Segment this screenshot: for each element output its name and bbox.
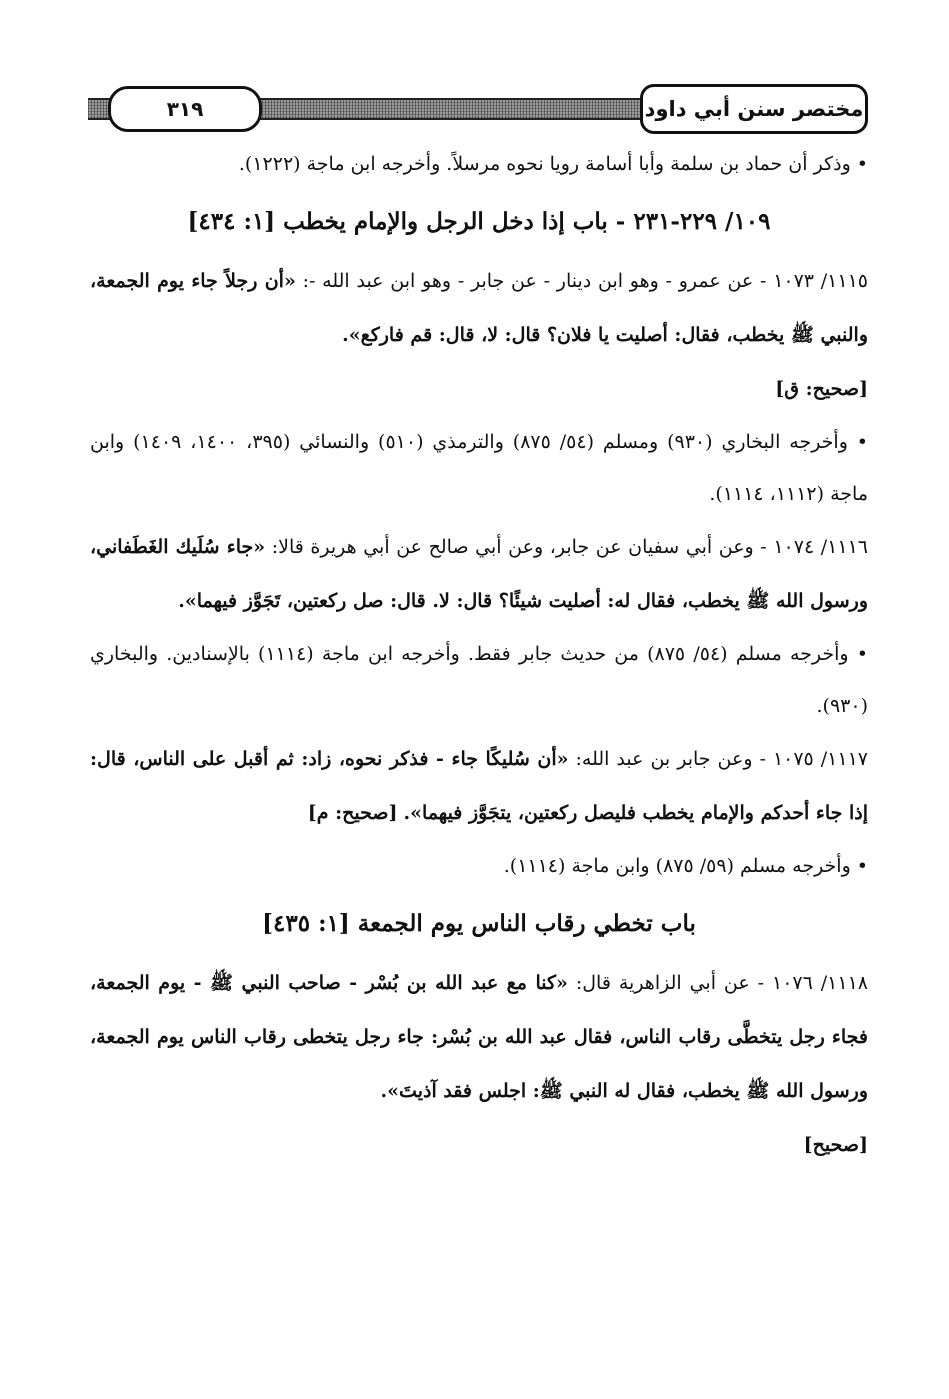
note-1115: • وأخرجه البخاري (٩٣٠) ومسلم (٥٤/ ٨٧٥) والترمذي (٥١٠) والنسائي (٣٩٥، ١٤٠٠، ١٤٠٩) وابن ماجة (١١١٢، ١١١٤). <box>90 431 869 505</box>
page-number: ٣١٩ <box>108 86 262 132</box>
chapter-heading-1: ١٠٩/ ٢٢٩-٢٣١ - باب إذا دخل الرجل والإمام يخطب [١: ٤٣٤] <box>187 208 771 235</box>
hadith-1115-grade: [صحيح: ق] <box>775 378 868 400</box>
hadith-1118 <box>90 956 868 1118</box>
hadith-1115-text: «أن رجلاً جاء يوم الجمعة، والنبي ﷺ يخطب، فقال: أصليت يا فلان؟ قال: لا، قال: قم فاركع». <box>90 270 868 346</box>
chapter-heading-2: باب تخطي رقاب الناس يوم الجمعة [١: ٤٣٥] <box>262 910 696 937</box>
note-top: • وذكر أن حماد بن سلمة وأبا أسامة رويا نحوه مرسلاً. وأخرجه ابن ماجة (١٢٢٢). <box>238 153 868 175</box>
hadith-1117-text: «أن سُليكًا جاء - فذكر نحوه، زاد: ثم أقبل على الناس، قال: إذا جاء أحدكم والإمام يخطب فليصل ركعتين، يتجَوَّز فيهما». <box>90 748 868 824</box>
book-title: مختصر سنن أبي داود <box>640 84 868 134</box>
hadith-1117 <box>90 732 868 840</box>
hadith-1115-intro: ١١١٥/ ١٠٧٣ - عن عمرو - وهو ابن دينار - عن جابر - وهو ابن عبد الله -: <box>302 270 868 292</box>
hadith-1118-text: «كنا مع عبد الله بن بُسْر - صاحب النبي ﷺ - يوم الجمعة، فجاء رجل يتخطَّى رقاب الناس، فقال عبد الله بن بُسْر: جاء رجل يتخطى رقاب الناس يوم الجمعة، ورسول الله ﷺ يخطب، فقال له النبي ﷺ: اجلس فقد آذيتَ». <box>90 972 868 1102</box>
hadith-1118-grade: [صحيح] <box>803 1134 868 1156</box>
hadith-1115 <box>90 254 868 362</box>
hadith-1116-text: «جاء سُلَيك الغَطَفاني، ورسول الله ﷺ يخطب، فقال له: أصليت شيئًا؟ قال: لا. قال: صل ركعتين، تَجَوَّز فيهما». <box>90 536 868 612</box>
note-1117: • وأخرجه مسلم (٥٩/ ٨٧٥) وابن ماجة (١١١٤). <box>503 855 868 877</box>
page-body <box>90 138 868 1172</box>
hadith-1118-intro: ١١١٨/ ١٠٧٦ - عن أبي الزاهرية قال: <box>575 972 868 994</box>
hadith-1116 <box>90 520 868 628</box>
note-1116: • وأخرجه مسلم (٥٤/ ٨٧٥) من حديث جابر فقط. وأخرجه ابن ماجة (١١١٤) بالإسنادين. والبخاري (٩٣٠). <box>90 643 868 717</box>
hadith-1117-grade: [صحيح: م] <box>307 802 398 824</box>
hadith-1116-intro: ١١١٦/ ١٠٧٤ - وعن أبي سفيان عن جابر، وعن أبي صالح عن أبي هريرة قالا: <box>271 536 868 558</box>
hadith-1117-intro: ١١١٧/ ١٠٧٥ - وعن جابر بن عبد الله: <box>575 748 868 770</box>
page-header <box>88 84 868 134</box>
